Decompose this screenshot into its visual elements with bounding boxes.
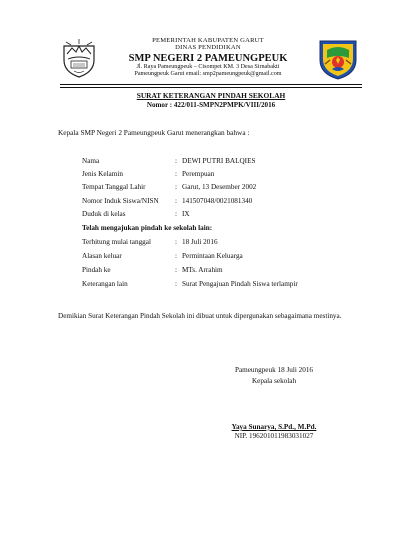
signature-place-date: Pameungpeuk 18 Juli 2016 [234,366,314,374]
signer-block [214,423,334,442]
letterhead-rule-thick [60,84,362,85]
detail-colon: : [175,183,177,191]
signature-position: Kepala sekolah [251,377,297,386]
detail-colon: : [175,266,177,274]
detail-colon: : [175,252,177,260]
detail-label: Terhitung mulai tanggal [82,238,151,246]
detail-colon: : [175,238,177,246]
detail-label: Nomor Induk Siswa/NISN [82,197,159,205]
letter-title: SURAT KETERANGAN PINDAH SEKOLAH [136,91,286,100]
letterhead-contact: Pameungpeuk Garut email: smp2pameungpeuk@gmail.com [134,70,282,77]
letter-heading [60,92,362,109]
detail-value: IX [182,210,190,218]
detail-label: Nama [82,157,100,165]
detail-value: Permintaan Keluarga [182,252,243,260]
letterhead-government: PEMERINTAH KABUPATEN GARUT [152,37,264,44]
west-java-emblem-icon [318,38,358,80]
detail-colon: : [175,210,177,218]
detail-label: Jenis Kelamin [82,170,123,178]
detail-label: Alasan keluar [82,252,122,260]
detail-value: DEWI PUTRI BALQIES [182,157,256,165]
detail-label: Keterangan lain [82,280,128,288]
detail-label: Tempat Tanggal Lahir [82,183,146,191]
detail-colon: : [175,197,177,205]
letterhead-rule-thin [60,87,362,88]
detail-value: Surat Pengajuan Pindah Siswa terlampir [182,280,298,288]
transfer-subheading: Telah mengajukan pindah ke sekolah lain: [82,224,213,232]
letterhead-school-name: SMP NEGERI 2 PAMEUNGPEUK [128,52,288,64]
detail-value: Garut, 13 Desember 2002 [182,183,257,191]
letterhead-department: DINAS PENDIDIKAN [175,44,241,52]
garut-regency-emblem-icon [62,38,96,78]
signature-block [214,365,334,387]
closing-paragraph: Demikian Surat Keterangan Pindah Sekolah ini dibuat untuk dipergunakan sebagaimana mestinya. [58,312,342,320]
detail-value: 18 Juli 2016 [182,238,218,246]
detail-colon: : [175,170,177,178]
detail-colon: : [175,280,177,288]
detail-label: Duduk di kelas [82,210,126,218]
letter-intro: Kepala SMP Negeri 2 Pameungpeuk Garut menerangkan bahwa : [58,128,250,137]
letterhead [100,37,316,77]
detail-value: Perempuan [182,170,215,178]
detail-value: MTs. Arrahim [182,266,223,274]
detail-label: Pindah ke [82,266,111,274]
signer-nip: NIP. 196201011983031027 [234,432,314,441]
detail-colon: : [175,157,177,165]
detail-value: 141507048/0021081340 [182,197,253,205]
letter-number: Nomor : 422/011-SMPN2PMPK/VIII/2016 [146,100,276,109]
letterhead-address: Jl. Raya Pameungpeuk – Cisompet KM. 3 Desa Sirnabakti [136,64,280,71]
signer-name: Yaya Sunarya, S.Pd., M.Pd. [231,423,317,431]
